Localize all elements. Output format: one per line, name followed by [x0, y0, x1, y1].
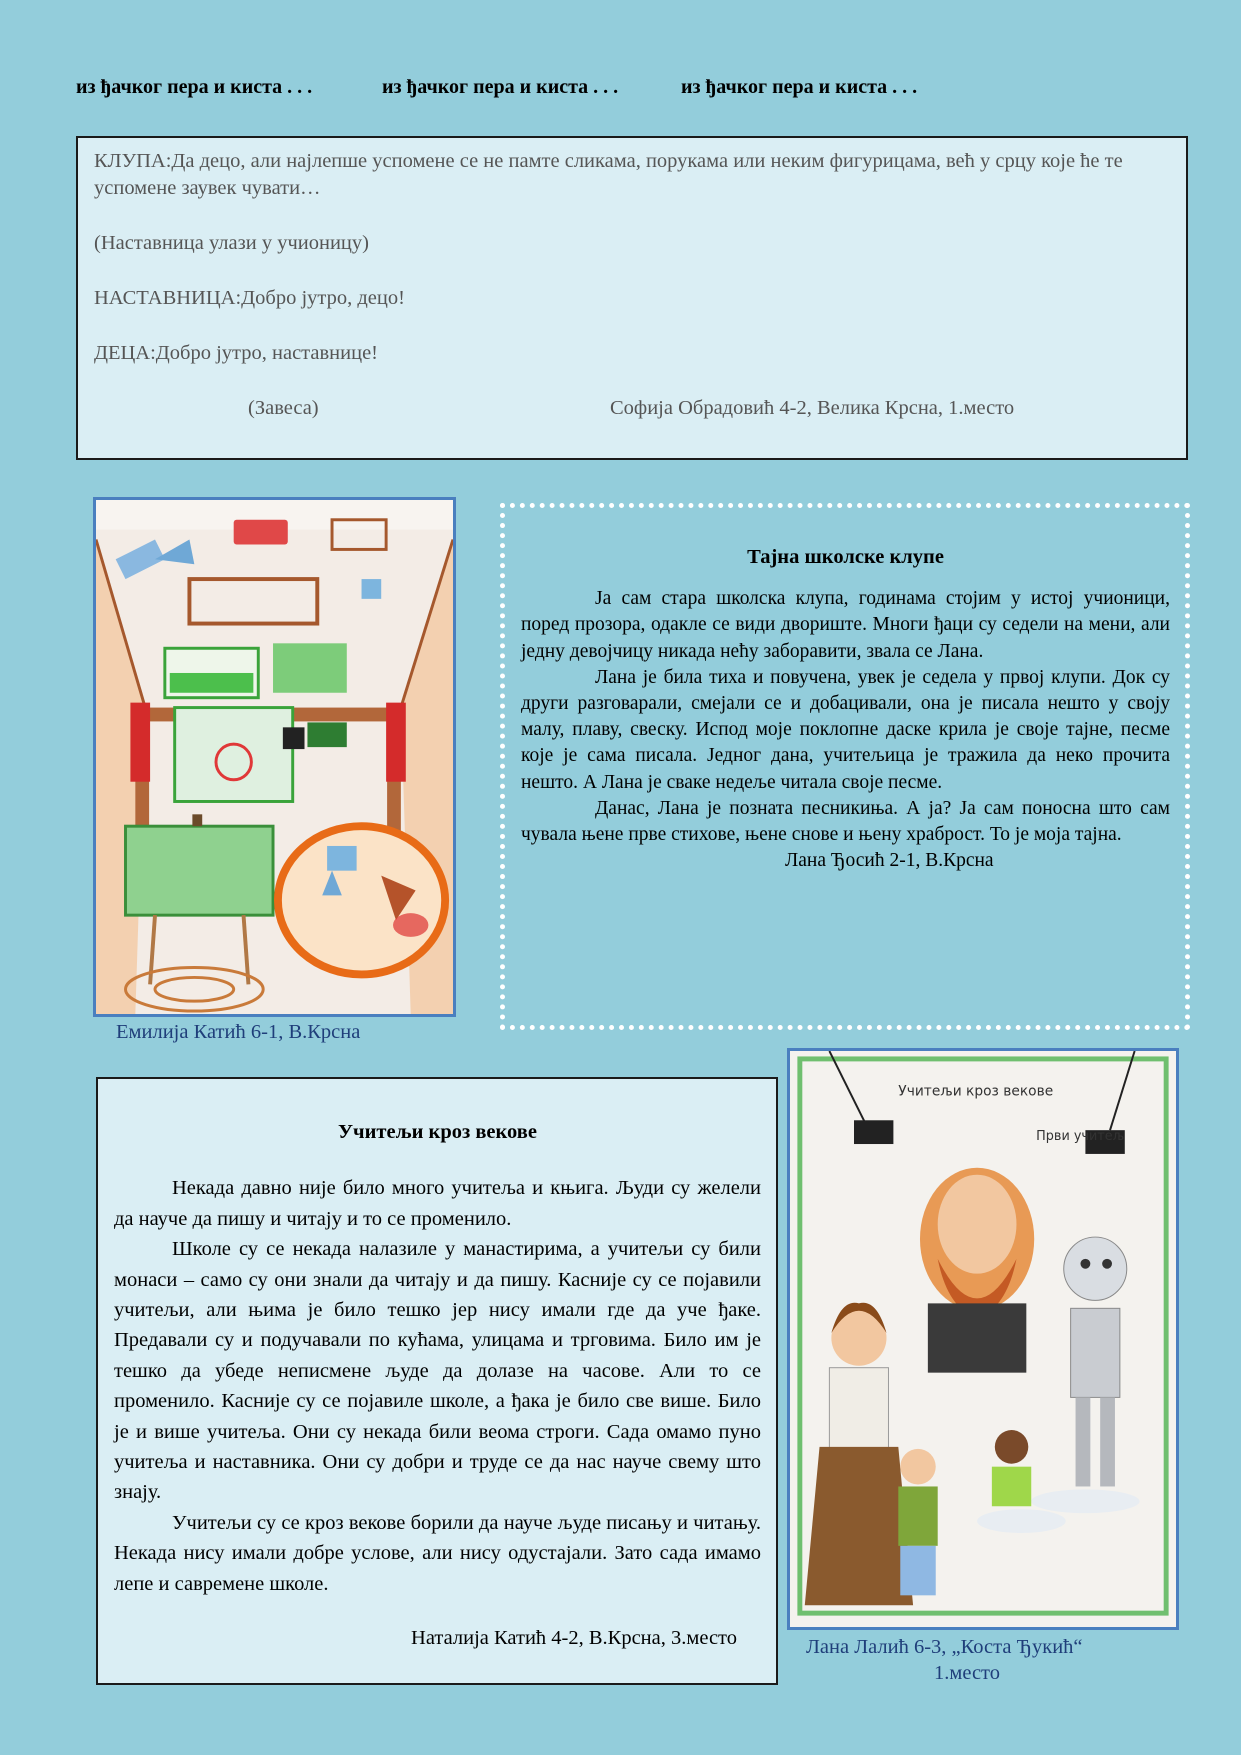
- ucitelji-author: Наталија Катић 4-2, В.Крсна, 3.место: [411, 1627, 737, 1650]
- ucitelji-title: Учитељи кроз векове: [338, 1121, 537, 1143]
- ucitelji-paragraph: Некада давно није било много учитеља и књига. Људи су желели да науче да пишу и читају и то се променило.: [114, 1177, 761, 1230]
- klupa-footer: [94, 395, 1170, 423]
- tajna-text-box: [500, 503, 1190, 1030]
- header-item: из ђачког пера и киста . . .: [681, 76, 918, 98]
- ucitelji-paragraph: Учитељи су се кроз векове борили да науче људе писању и читању. Некада нису имали добре услове, али нису одустајали. Зато сада имамо лепе и савремене школе.: [114, 1511, 761, 1595]
- klupa-text-box: [76, 136, 1188, 460]
- drawing2-caption-line1: Лана Лалић 6-3, „Коста Ђукић“: [806, 1636, 1083, 1658]
- klupa-line: КЛУПА:Да децо, али најлепше успомене се не памте сликама, порукама или неким фигурицама, већ у срцу које ће те успомене заувек чувати…: [94, 150, 1123, 199]
- curtain-text: (Завеса): [248, 397, 319, 419]
- header-item: из ђачког пера и киста . . .: [76, 76, 313, 98]
- drawing-banner-text: Учитељи кроз векове: [898, 1083, 1054, 1100]
- children-drawing-classroom: [93, 497, 456, 1017]
- teachers-drawing-image: [790, 1051, 1176, 1627]
- klupa-line: (Наставница улази у учионицу): [94, 232, 369, 254]
- page-header: [76, 76, 1176, 106]
- klupa-line: ДЕЦА:Добро јутро, наставнице!: [94, 342, 378, 364]
- classroom-drawing-image: [96, 500, 453, 1014]
- tajna-paragraph: Данас, Лана је позната песникиња. А ја? Ја сам поносна што сам чувала њене прве стихове, њене снове и њену храброст. То је моја тајна.: [521, 797, 1170, 846]
- header-item: из ђачког пера и киста . . .: [382, 76, 619, 98]
- drawing-label-text: Први учитељ: [1036, 1129, 1125, 1145]
- tajna-paragraph: Лана је била тиха и повучена, увек је седела у првој клупи. Док су други разговарали, смејали се и добацивали, она је писала нешто у своју малу, плаву, свеску. Испод моје поклопне даске крила је своје тајне, песме које је сама писала. Једног дана, учитељица је тражила да неко прочита нешто. А Лана је сваке недеље читала своје песме.: [521, 666, 1170, 793]
- tajna-author: Лана Ђосић 2-1, В.Крсна: [785, 850, 994, 872]
- tajna-paragraph: Ја сам стара школска клупа, годинама стојим у истој учионици, поред прозора, одакле се види двориште. Многи ђаци су седели на мени, али једну девојчицу никада нећу заборавити, звала се Лана.: [521, 588, 1170, 662]
- drawing1-caption: Емилија Катић 6-1, В.Крсна: [116, 1021, 361, 1043]
- klupa-author: Софија Обрадовић 4-2, Велика Крсна, 1.место: [610, 397, 1015, 419]
- klupa-line: НАСТАВНИЦА:Добро јутро, децо!: [94, 287, 405, 309]
- ucitelji-text-box: [96, 1077, 778, 1685]
- ucitelji-paragraph: Школе су се некада налазиле у манастирима, а учитељи су били монаси – само су они знали да читају и да пишу. Касније су се појавили учитељи, али њима је било тешко јер нису имали где да уче ђаке. Предавали су и подучавали по кућама, улицама и трговима. Било им је тешко да убеде неписмене људе да долазе на часове. Али то се променило. Касније су се појавиле школе, а ђака је било све више. Било је и више учитеља. Они су некада били веома строги. Сада омамо пуно учитеља и наставника. Они су добри и труде се да нас науче свему што знају.: [114, 1238, 761, 1504]
- children-drawing-teachers: [787, 1048, 1179, 1630]
- tajna-title: Тајна школске клупе: [747, 546, 944, 568]
- drawing2-caption-line2: 1.место: [934, 1662, 1000, 1684]
